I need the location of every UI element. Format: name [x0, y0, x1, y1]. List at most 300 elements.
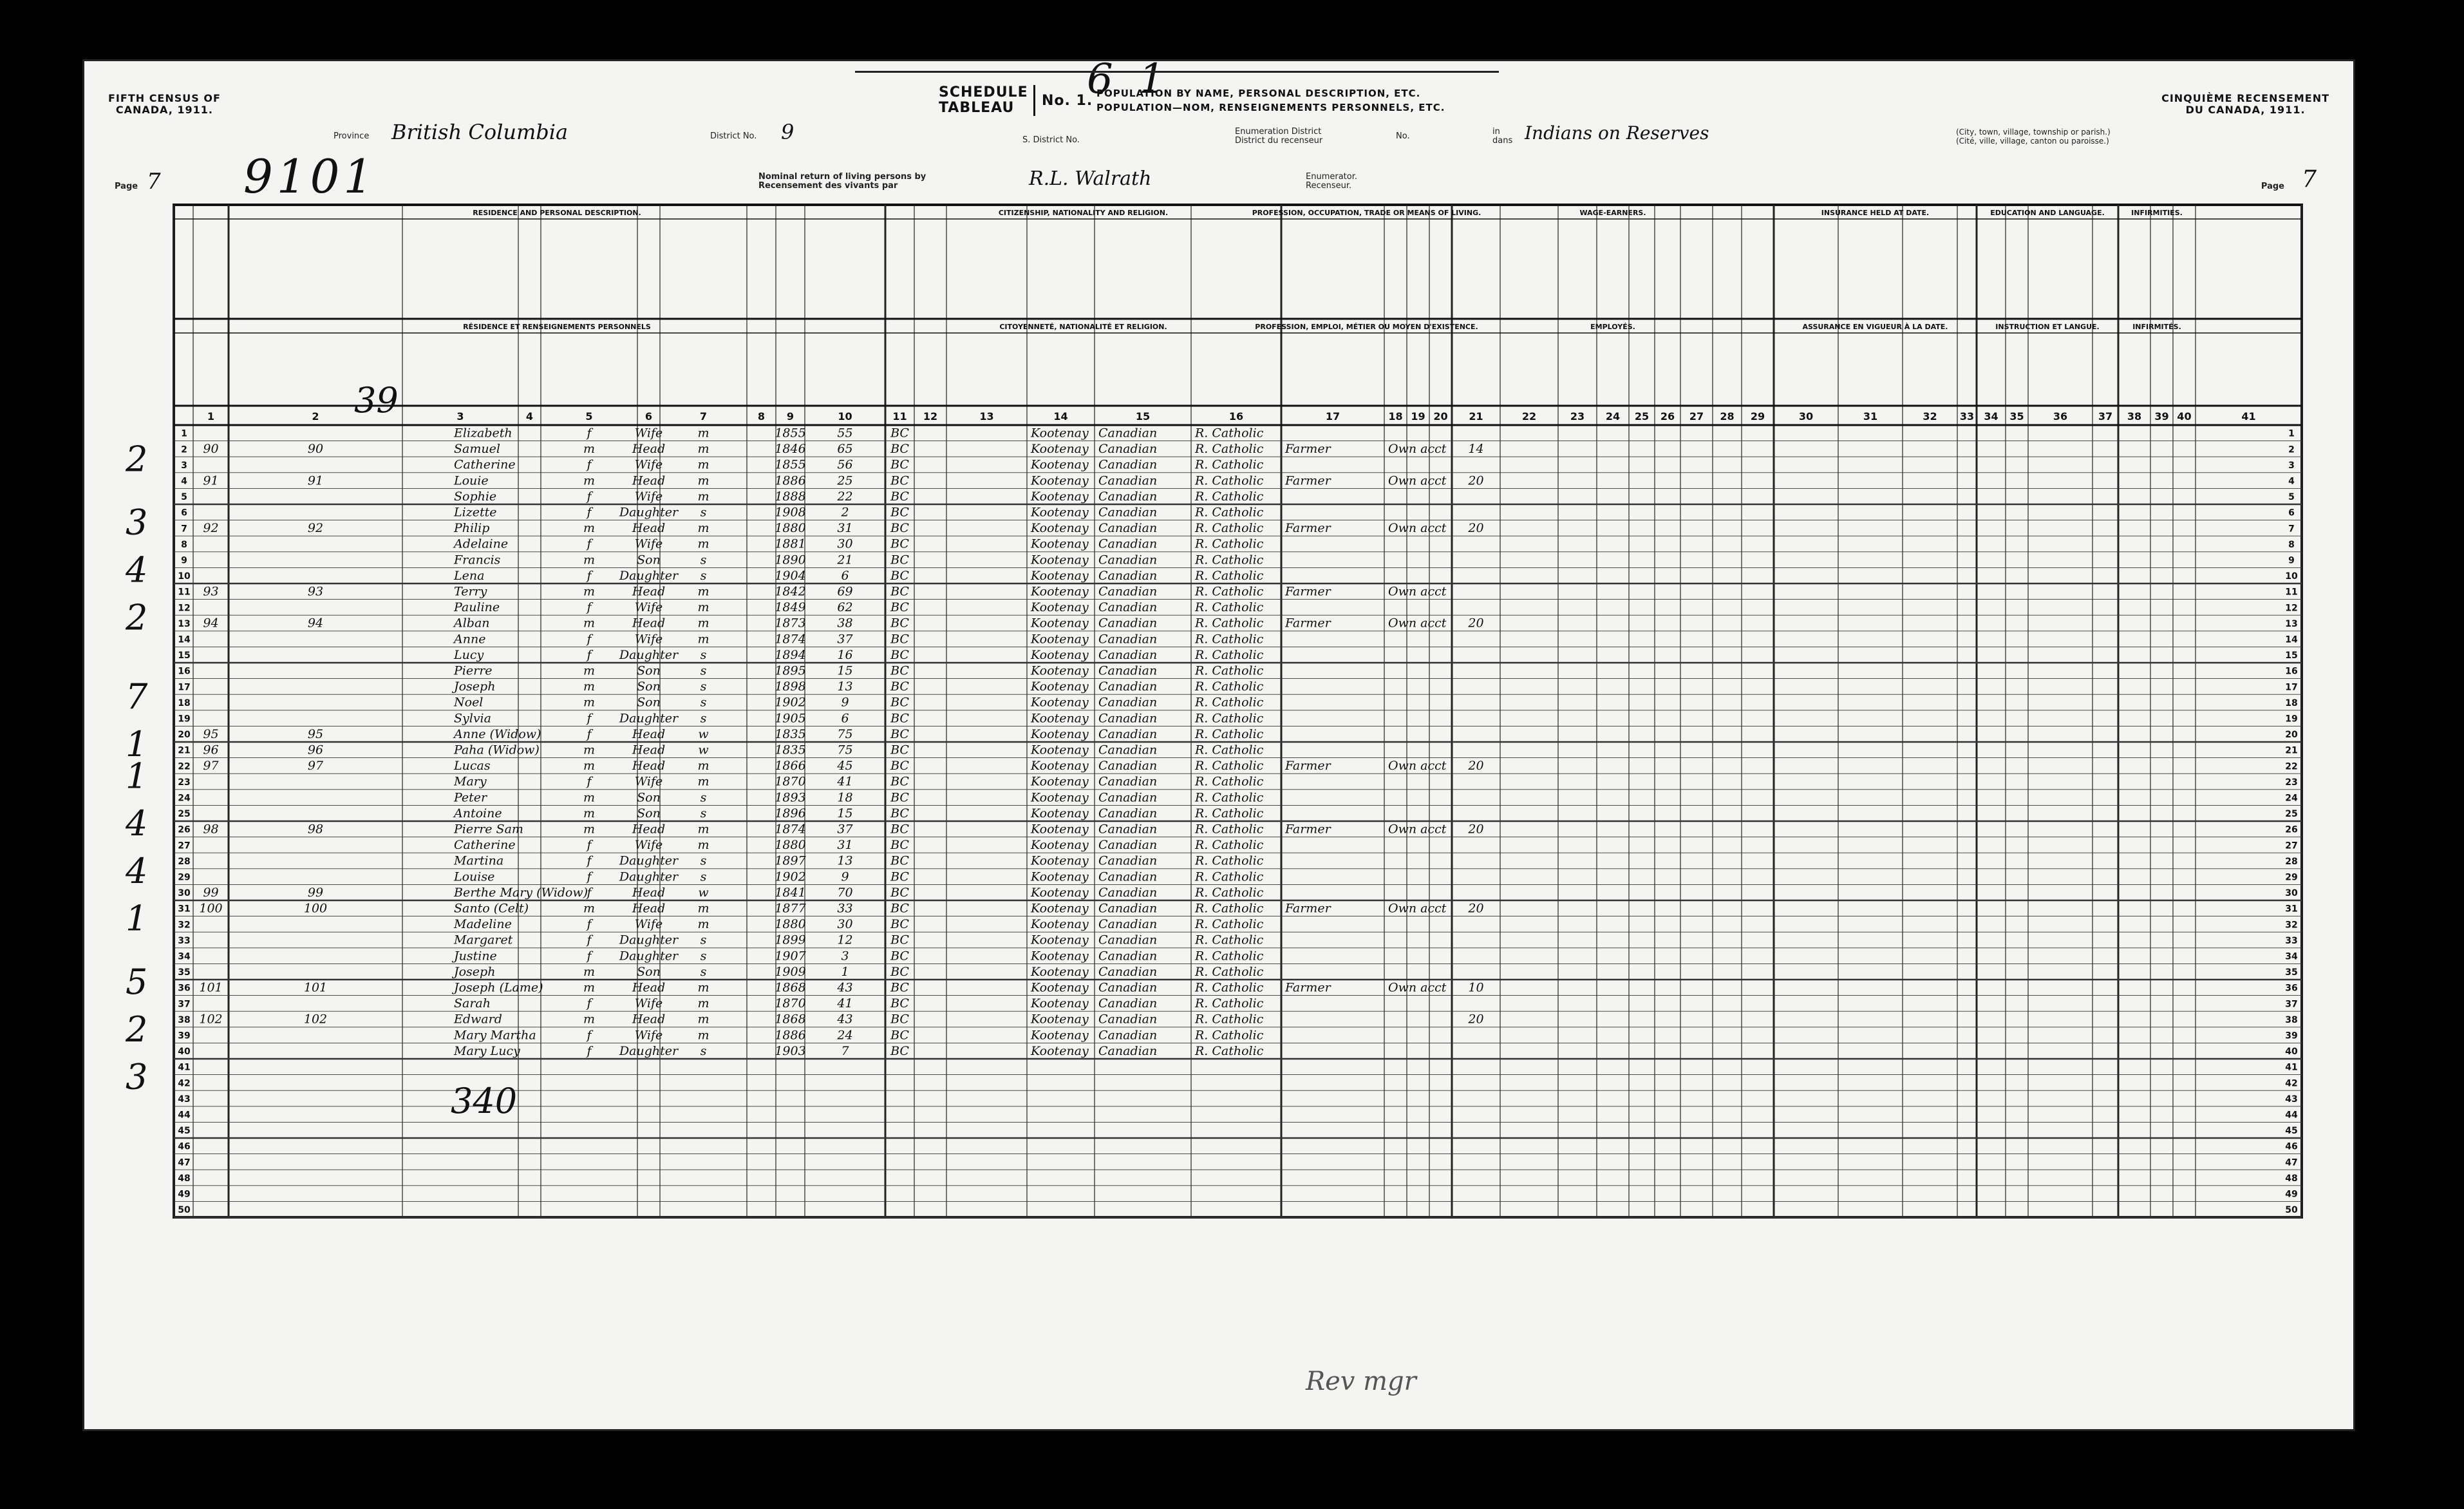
- cell-yr: 1895: [775, 663, 806, 678]
- cell-nat: Canadian: [1098, 442, 1158, 457]
- cell-name: Pierre: [454, 663, 493, 678]
- cell-birth: BC: [890, 695, 909, 710]
- enumerator-value: R.L. Walrath: [1029, 167, 1152, 190]
- cell-birth: BC: [890, 759, 909, 773]
- cell-cond: s: [700, 806, 707, 821]
- cell-birth: BC: [890, 442, 909, 457]
- line-number-left: 15: [178, 650, 191, 661]
- cell-origin: Kootenay: [1031, 822, 1089, 837]
- column-number: 20: [1433, 410, 1448, 422]
- cell-cond: s: [700, 695, 707, 710]
- cell-origin: Kootenay: [1031, 964, 1089, 979]
- cell-name: Samuel: [454, 442, 500, 457]
- cell-birth: BC: [890, 679, 909, 694]
- cell-occ: Farmer: [1285, 980, 1331, 995]
- cell-yr: 1846: [775, 442, 806, 457]
- cell-cond: w: [698, 885, 709, 900]
- cell-birth: BC: [890, 426, 909, 441]
- line-number-right: 45: [2285, 1126, 2298, 1137]
- enumeration-number-label: No.: [1396, 131, 1410, 141]
- cell-name: Lizette: [454, 505, 497, 520]
- cell-yr: 1880: [775, 838, 806, 853]
- line-number-left: 4: [181, 476, 187, 487]
- section-header-fr: RÉSIDENCE ET RENSEIGNEMENTS PERSONNELS: [463, 323, 651, 331]
- cell-occ: Farmer: [1285, 901, 1331, 916]
- cell-birth: BC: [890, 790, 909, 805]
- cell-sex: m: [583, 1012, 596, 1027]
- cell-relig: R. Catholic: [1195, 949, 1264, 963]
- line-number-right: 27: [2285, 840, 2298, 851]
- cell-nat: Canadian: [1098, 473, 1158, 488]
- cell-emp: Own acct: [1388, 442, 1447, 457]
- line-number-right: 22: [2285, 761, 2298, 772]
- cell-birth: BC: [890, 901, 909, 916]
- cell-age: 13: [837, 679, 853, 694]
- cell-nat: Canadian: [1098, 663, 1158, 678]
- cell-rel: Wife: [634, 632, 663, 647]
- column-number: 29: [1750, 410, 1765, 422]
- cell-age: 9: [841, 869, 849, 884]
- line-number-right: 29: [2285, 872, 2298, 883]
- cell-cond: m: [697, 1028, 710, 1043]
- column-number: 36: [2053, 410, 2068, 422]
- cell-nat: Canadian: [1098, 632, 1158, 647]
- schedule-description-en: POPULATION BY NAME, PERSONAL DESCRIPTION, ETC.: [1096, 88, 1421, 99]
- cell-yr: 1908: [775, 505, 806, 520]
- line-number-left: 12: [178, 603, 191, 614]
- cell-sex: m: [583, 790, 596, 805]
- cell-name: Sarah: [454, 996, 491, 1011]
- cell-birth: BC: [890, 822, 909, 837]
- cell-name: Paha (Widow): [454, 743, 540, 757]
- cell-name: Mary Martha: [454, 1028, 536, 1043]
- cell-cond: m: [697, 917, 710, 932]
- cell-age: 2: [841, 505, 849, 520]
- cell-cond: s: [700, 790, 707, 805]
- cell-rel: Son: [637, 790, 661, 805]
- cell-age: 41: [837, 996, 853, 1011]
- in-label-fr: dans: [1492, 136, 1513, 146]
- line-number-right: 1: [2288, 428, 2295, 439]
- column-number: 8: [757, 410, 766, 422]
- cell-age: 6: [841, 711, 849, 726]
- cell-rel: Wife: [634, 426, 663, 441]
- column-number: 1: [207, 410, 215, 422]
- column-number: 38: [2127, 410, 2142, 422]
- cell-rel: Wife: [634, 600, 663, 615]
- section-header: EDUCATION AND LANGUAGE.: [1990, 209, 2105, 217]
- section-header: RESIDENCE AND PERSONAL DESCRIPTION.: [473, 209, 641, 217]
- cell-origin: Kootenay: [1031, 869, 1089, 884]
- cell-sex: m: [583, 679, 596, 694]
- line-number-left: 18: [178, 698, 191, 708]
- cell-fam: 99: [307, 885, 324, 900]
- cell-name: Pauline: [454, 600, 500, 615]
- cell-emp: Own acct: [1388, 616, 1447, 631]
- cell-occ: Farmer: [1285, 616, 1331, 631]
- line-number-left: 19: [178, 714, 191, 725]
- cell-yr: 1873: [775, 616, 806, 631]
- cell-yr: 1877: [775, 901, 806, 916]
- cell-origin: Kootenay: [1031, 726, 1089, 741]
- cell-name: Sophie: [454, 489, 497, 504]
- cell-yr: 1874: [775, 632, 806, 647]
- cell-yr: 1909: [775, 964, 806, 979]
- cell-wk: 20: [1468, 616, 1484, 631]
- cell-rel: Head: [632, 616, 666, 631]
- cell-origin: Kootenay: [1031, 743, 1089, 757]
- line-number-left: 30: [178, 888, 191, 899]
- cell-relig: R. Catholic: [1195, 759, 1264, 773]
- cell-occ: Farmer: [1285, 521, 1331, 536]
- cell-rel: Head: [632, 584, 666, 599]
- cell-relig: R. Catholic: [1195, 726, 1264, 741]
- cell-birth: BC: [890, 521, 909, 536]
- cell-nat: Canadian: [1098, 1028, 1158, 1043]
- cell-cond: w: [698, 743, 709, 757]
- cell-cond: m: [697, 759, 710, 773]
- cell-wk: 20: [1468, 822, 1484, 837]
- line-number-right: 7: [2288, 524, 2295, 535]
- column-number: 14: [1053, 410, 1068, 422]
- cell-nat: Canadian: [1098, 806, 1158, 821]
- margin-tally: 4: [126, 549, 148, 591]
- line-number-right: 9: [2288, 555, 2295, 566]
- line-number-right: 48: [2285, 1173, 2298, 1184]
- cell-origin: Kootenay: [1031, 584, 1089, 599]
- cell-origin: Kootenay: [1031, 505, 1089, 520]
- line-number-left: 46: [178, 1141, 191, 1152]
- cell-relig: R. Catholic: [1195, 568, 1264, 583]
- cell-nat: Canadian: [1098, 568, 1158, 583]
- cell-name: Louise: [454, 869, 495, 884]
- cell-cond: m: [697, 489, 710, 504]
- cell-yr: 1870: [775, 774, 806, 789]
- schedule-label-en: SCHEDULE: [939, 84, 1028, 100]
- cell-rel: Daughter: [619, 933, 679, 947]
- cell-age: 12: [837, 933, 853, 947]
- cell-birth: BC: [890, 806, 909, 821]
- cell-wk: 20: [1468, 473, 1484, 488]
- line-number-right: 23: [2285, 777, 2298, 788]
- cell-rel: Wife: [634, 917, 663, 932]
- cell-rel: Son: [637, 679, 661, 694]
- cell-origin: Kootenay: [1031, 616, 1089, 631]
- cell-relig: R. Catholic: [1195, 838, 1264, 853]
- cell-yr: 1835: [775, 726, 806, 741]
- cell-nat: Canadian: [1098, 553, 1158, 567]
- cell-nat: Canadian: [1098, 457, 1158, 472]
- cell-rel: Head: [632, 442, 666, 457]
- cell-dw: 90: [203, 442, 219, 457]
- cell-relig: R. Catholic: [1195, 1043, 1264, 1058]
- cell-origin: Kootenay: [1031, 838, 1089, 853]
- cell-rel: Daughter: [619, 505, 679, 520]
- cell-nat: Canadian: [1098, 964, 1158, 979]
- page-label-right: Page: [2261, 182, 2284, 191]
- line-number-right: 4: [2288, 476, 2295, 487]
- cell-cond: m: [697, 442, 710, 457]
- column-number: 13: [979, 410, 994, 422]
- cell-cond: m: [697, 980, 710, 995]
- line-number-left: 47: [178, 1157, 191, 1168]
- cell-dw: 102: [199, 1012, 223, 1027]
- cell-relig: R. Catholic: [1195, 584, 1264, 599]
- cell-nat: Canadian: [1098, 759, 1158, 773]
- column-number: 6: [644, 410, 653, 422]
- line-number-left: 45: [178, 1126, 191, 1137]
- cell-relig: R. Catholic: [1195, 933, 1264, 947]
- cell-sex: f: [587, 949, 592, 963]
- cell-name: Catherine: [454, 457, 516, 472]
- cell-birth: BC: [890, 632, 909, 647]
- line-number-left: 9: [181, 555, 187, 566]
- cell-relig: R. Catholic: [1195, 553, 1264, 567]
- line-number-right: 50: [2285, 1205, 2298, 1216]
- cell-age: 55: [837, 426, 853, 441]
- cell-rel: Head: [632, 759, 666, 773]
- cell-sex: f: [587, 647, 592, 662]
- line-number-left: 48: [178, 1173, 191, 1184]
- cell-relig: R. Catholic: [1195, 885, 1264, 900]
- cell-cond: m: [697, 536, 710, 551]
- cell-yr: 1894: [775, 647, 806, 662]
- cell-relig: R. Catholic: [1195, 457, 1264, 472]
- cell-rel: Wife: [634, 489, 663, 504]
- cell-birth: BC: [890, 964, 909, 979]
- cell-cond: m: [697, 616, 710, 631]
- cell-rel: Daughter: [619, 647, 679, 662]
- cell-relig: R. Catholic: [1195, 901, 1264, 916]
- cell-cond: s: [700, 853, 707, 868]
- cell-relig: R. Catholic: [1195, 679, 1264, 694]
- cell-age: 31: [837, 521, 853, 536]
- cell-origin: Kootenay: [1031, 901, 1089, 916]
- line-number-right: 16: [2285, 666, 2298, 677]
- section-header: INFIRMITIES.: [2131, 209, 2183, 217]
- margin-tally: 7: [126, 676, 148, 717]
- cell-origin: Kootenay: [1031, 1043, 1089, 1058]
- cell-rel: Head: [632, 822, 666, 837]
- cell-nat: Canadian: [1098, 679, 1158, 694]
- cell-age: 7: [841, 1043, 849, 1058]
- cell-cond: s: [700, 1043, 707, 1058]
- margin-tally: 4: [126, 850, 148, 891]
- district-value: 9: [781, 120, 795, 144]
- line-number-left: 26: [178, 824, 191, 835]
- cell-wk: 10: [1468, 980, 1484, 995]
- cell-age: 56: [837, 457, 853, 472]
- cell-name: Joseph: [454, 964, 496, 979]
- cell-yr: 1898: [775, 679, 806, 694]
- cell-age: 65: [837, 442, 853, 457]
- cell-birth: BC: [890, 568, 909, 583]
- margin-tally: 1: [126, 898, 148, 939]
- line-number-left: 11: [178, 587, 191, 598]
- margin-tally: 1: [126, 755, 148, 797]
- cell-rel: Son: [637, 964, 661, 979]
- cell-origin: Kootenay: [1031, 774, 1089, 789]
- cell-nat: Canadian: [1098, 822, 1158, 837]
- cell-name: Berthe Mary (Widow): [454, 885, 588, 900]
- cell-age: 75: [837, 743, 853, 757]
- cell-yr: 1881: [775, 536, 806, 551]
- cell-name: Mary: [454, 774, 487, 789]
- cell-fam: 102: [303, 1012, 328, 1027]
- cell-sex: m: [583, 901, 596, 916]
- cell-name: Adelaine: [454, 536, 509, 551]
- cell-origin: Kootenay: [1031, 647, 1089, 662]
- cell-sex: m: [583, 616, 596, 631]
- cell-sex: f: [587, 726, 592, 741]
- cell-relig: R. Catholic: [1195, 695, 1264, 710]
- column-number: 27: [1689, 410, 1704, 422]
- cell-cond: s: [700, 679, 707, 694]
- cell-sex: f: [587, 711, 592, 726]
- cell-name: Noel: [454, 695, 484, 710]
- column-number: 3: [456, 410, 464, 422]
- line-number-right: 32: [2285, 920, 2298, 931]
- cell-name: Joseph: [454, 679, 496, 694]
- cell-relig: R. Catholic: [1195, 505, 1264, 520]
- cell-rel: Wife: [634, 457, 663, 472]
- cell-name: Martina: [454, 853, 504, 868]
- cell-cond: s: [700, 964, 707, 979]
- line-number-left: 10: [178, 571, 191, 582]
- cell-name: Santo (Celt): [454, 901, 529, 916]
- line-number-left: 23: [178, 777, 191, 788]
- column-number: 5: [585, 410, 593, 422]
- census-title-right-line1: CINQUIÈME RECENSEMENT: [2161, 92, 2329, 104]
- line-number-right: 40: [2285, 1047, 2298, 1058]
- cell-fam: 93: [307, 584, 324, 599]
- cell-age: 9: [841, 695, 849, 710]
- cell-nat: Canadian: [1098, 521, 1158, 536]
- cell-cond: s: [700, 568, 707, 583]
- cell-birth: BC: [890, 600, 909, 615]
- line-number-right: 13: [2285, 618, 2298, 629]
- line-number-left: 22: [178, 761, 191, 772]
- section-header-fr: EMPLOYÉS.: [1590, 323, 1635, 331]
- cell-nat: Canadian: [1098, 885, 1158, 900]
- cell-age: 62: [837, 600, 853, 615]
- cell-rel: Daughter: [619, 711, 679, 726]
- cell-origin: Kootenay: [1031, 457, 1089, 472]
- cell-sex: m: [583, 822, 596, 837]
- cell-birth: BC: [890, 743, 909, 757]
- line-number-left: 17: [178, 682, 191, 693]
- cell-rel: Wife: [634, 774, 663, 789]
- line-number-left: 8: [181, 539, 187, 550]
- cell-yr: 1868: [775, 1012, 806, 1027]
- cell-sex: f: [587, 632, 592, 647]
- cell-relig: R. Catholic: [1195, 806, 1264, 821]
- cell-birth: BC: [890, 885, 909, 900]
- line-number-left: 21: [178, 745, 191, 756]
- line-number-right: 5: [2288, 492, 2295, 503]
- cell-sex: f: [587, 933, 592, 947]
- line-number-right: 15: [2285, 650, 2298, 661]
- cell-yr: 1907: [775, 949, 806, 963]
- cell-wk: 14: [1468, 442, 1484, 457]
- cell-age: 16: [837, 647, 853, 662]
- cell-relig: R. Catholic: [1195, 1028, 1264, 1043]
- line-number-right: 47: [2285, 1157, 2298, 1168]
- cell-birth: BC: [890, 980, 909, 995]
- cell-wk: 20: [1468, 1012, 1484, 1027]
- cell-age: 21: [837, 553, 853, 567]
- cell-dw: 96: [203, 743, 219, 757]
- section-header-fr: INSTRUCTION ET LANGUE.: [1995, 323, 2100, 331]
- cell-rel: Son: [637, 553, 661, 567]
- line-number-left: 39: [178, 1030, 191, 1041]
- cell-wk: 20: [1468, 521, 1484, 536]
- cell-yr: 1902: [775, 695, 806, 710]
- cell-yr: 1880: [775, 521, 806, 536]
- cell-birth: BC: [890, 457, 909, 472]
- cell-origin: Kootenay: [1031, 600, 1089, 615]
- cell-yr: 1888: [775, 489, 806, 504]
- cell-cond: s: [700, 933, 707, 947]
- cell-nat: Canadian: [1098, 933, 1158, 947]
- cell-birth: BC: [890, 774, 909, 789]
- cell-sex: f: [587, 869, 592, 884]
- cell-dw: 98: [203, 822, 219, 837]
- cell-birth: BC: [890, 663, 909, 678]
- cell-age: 1: [841, 964, 849, 979]
- section-header: WAGE-EARNERS.: [1579, 209, 1646, 217]
- cell-origin: Kootenay: [1031, 521, 1089, 536]
- line-number-left: 2: [181, 444, 187, 455]
- line-number-right: 11: [2285, 587, 2298, 598]
- cell-name: Lucas: [454, 759, 491, 773]
- cell-fam: 90: [307, 442, 324, 457]
- cell-birth: BC: [890, 647, 909, 662]
- cell-origin: Kootenay: [1031, 853, 1089, 868]
- cell-rel: Wife: [634, 536, 663, 551]
- nominal-return-label-en: Nominal return of living persons by: [758, 172, 926, 182]
- cell-origin: Kootenay: [1031, 917, 1089, 932]
- cell-name: Louie: [454, 473, 489, 488]
- cell-nat: Canadian: [1098, 949, 1158, 963]
- cell-relig: R. Catholic: [1195, 774, 1264, 789]
- line-number-left: 34: [178, 951, 191, 962]
- cell-relig: R. Catholic: [1195, 489, 1264, 504]
- cell-origin: Kootenay: [1031, 663, 1089, 678]
- line-number-right: 49: [2285, 1189, 2298, 1200]
- line-number-right: 37: [2285, 999, 2298, 1010]
- reference-annotation: 9101: [243, 149, 377, 204]
- cell-fam: 95: [307, 726, 324, 741]
- cell-relig: R. Catholic: [1195, 426, 1264, 441]
- line-number-right: 26: [2285, 824, 2298, 835]
- cell-sex: f: [587, 853, 592, 868]
- section-header: PROFESSION, OCCUPATION, TRADE OR MEANS OF LIVING.: [1252, 209, 1481, 217]
- cell-cond: m: [697, 996, 710, 1011]
- cell-relig: R. Catholic: [1195, 917, 1264, 932]
- cell-name: Elizabeth: [454, 426, 513, 441]
- cell-nat: Canadian: [1098, 1043, 1158, 1058]
- cell-birth: BC: [890, 949, 909, 963]
- cell-relig: R. Catholic: [1195, 964, 1264, 979]
- cell-fam: 98: [307, 822, 324, 837]
- cell-yr: 1855: [775, 426, 806, 441]
- line-number-left: 25: [178, 809, 191, 820]
- cell-sex: m: [583, 759, 596, 773]
- line-number-left: 24: [178, 793, 191, 804]
- cell-relig: R. Catholic: [1195, 743, 1264, 757]
- cell-nat: Canadian: [1098, 695, 1158, 710]
